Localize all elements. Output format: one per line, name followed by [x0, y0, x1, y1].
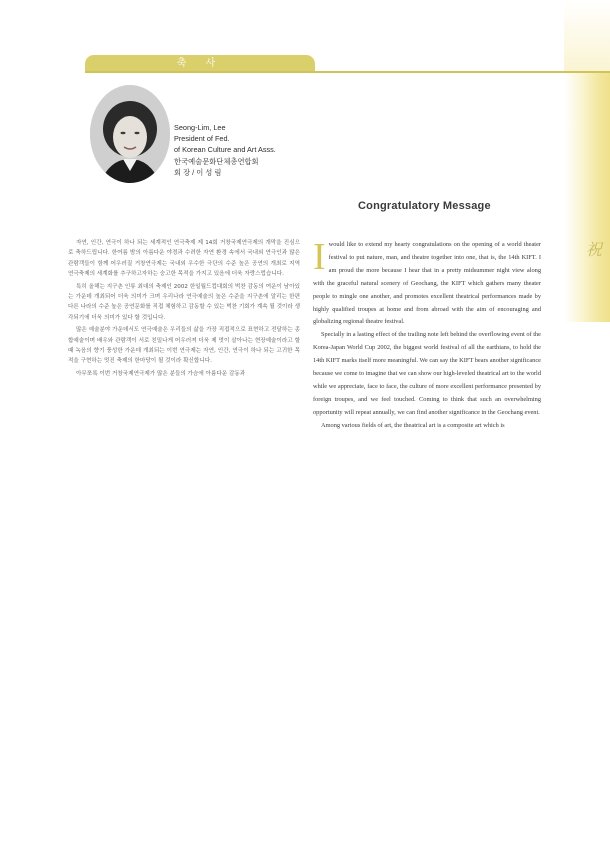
korean-text-column	[68, 238, 300, 381]
korean-fade	[68, 478, 300, 486]
side-decor-band	[564, 72, 610, 322]
author-byline	[174, 122, 276, 178]
author-position: President of Fed.	[174, 134, 230, 144]
english-text-column	[313, 239, 541, 482]
korean-paragraph: 특히 올해는 지구촌 인류 최대의 축제인 2002 한일월드컵대회의 벅찬 감동의 여운이 남아있는 가운데 개최되어 더욱 의미가 크며 우리나라 연극예술의 높은 수준을 지구촌에 알리는 한편 다른 나라의 수준 높은 공연문화를 직접 체험하고 감동할 수 있는 벅찬 기회가 계속 될 것이라 생각되기에 더욱 의미가 있다 할 것입니다.	[68, 283, 301, 321]
author-organization-ko: 한국예술문화단체총연합회	[174, 156, 259, 166]
side-ornament-icon: 祝	[585, 240, 602, 259]
message-title: Congratulatory Message	[358, 200, 491, 212]
korean-paragraph: 많은 예술분야 가운데서도 연극예술은 우리들의 삶을 가장 직접적으로 표현하고 전달하는 종합예술이며 배우와 관람객이 서로 친밀나게 어우러져 더욱 제 멋이 살아나는 현장예술이라고 할 때 녹음의 향기 풍성한 가운데 개최되는 이번 연극제는 자연, 인간, 연극이 하나 되는 고귀한 목적을 구현하는 멋진 축제의 한마당이 될 것이라 확신합니다.	[68, 327, 300, 365]
drop-cap: I	[313, 239, 326, 278]
korean-paragraph: 아무쪼록 이번 거창국제연극제가 많은 분들의 가슴에 아름다운 감동과	[76, 370, 246, 377]
side-decor-top	[564, 0, 610, 72]
korean-paragraph: 자연, 인간, 연극이 하나 되는 세계적인 연극축제 제 14회 거창국제연극제의 개막을 진심으로 축하드립니다. 한여름 밤의 아름다운 야경과 수려한 자연 환경 속에서 국내외 연극인과 많은 관람객들이 함께 어우러질 거창연극제는 국내외 우수한 극단의 수준 높은 공연의 개최로 지역 연극축제의 세계화를 추구하고자하는 숭고한 목적을 가지고 있음에 더욱 자랑스럽습니다.	[68, 240, 300, 278]
portrait-photo	[90, 85, 170, 183]
author-organization: of Korean Culture and Art Asss.	[174, 145, 276, 155]
author-name: Seong-Lim, Lee	[174, 123, 226, 132]
english-fade	[313, 470, 541, 484]
portrait-image	[90, 85, 170, 183]
english-paragraph	[313, 239, 541, 329]
english-paragraph-text: would like to extend my hearty congratulations on the opening of a world theater festival to put nature, man, and theatre together into one, that is, the 14th KIFT. I am proud the more because I hear that in a pretty midsummer night view along with the graceful natural scenery of Geochang, the KIFT which gathers many theater people to mingle one another, and promotes excellent theatrical performances made by highly qualified troupes at home and from abroad with the aim of encouraging and globalizing regional theatre festival.	[313, 241, 541, 326]
author-name-ko: 회 장 / 이 성 림	[174, 167, 222, 177]
english-paragraph: Specially in a lasting effect of the trailing note left behind the overflowing event of the Korea-Japan World Cup 2002, the biggest world festival of all the earthians, to hold the 14th KIFT marks itself more meaningful. We can say the KIFT bears another significance because we come to imagine that we can show our high-leveled theatrical art to the world while we appreciate, face to face, the culture of more excellent performance presented by foreign troupes, and we feel touched. Coming to think that such an overwhelming opportunity will repeat annually, we can find another significance in the Geochang event.	[313, 331, 541, 416]
english-paragraph: Among various fields of art, the theatrical art is a composite art which is	[321, 421, 505, 429]
section-title: 축 사	[176, 58, 224, 69]
